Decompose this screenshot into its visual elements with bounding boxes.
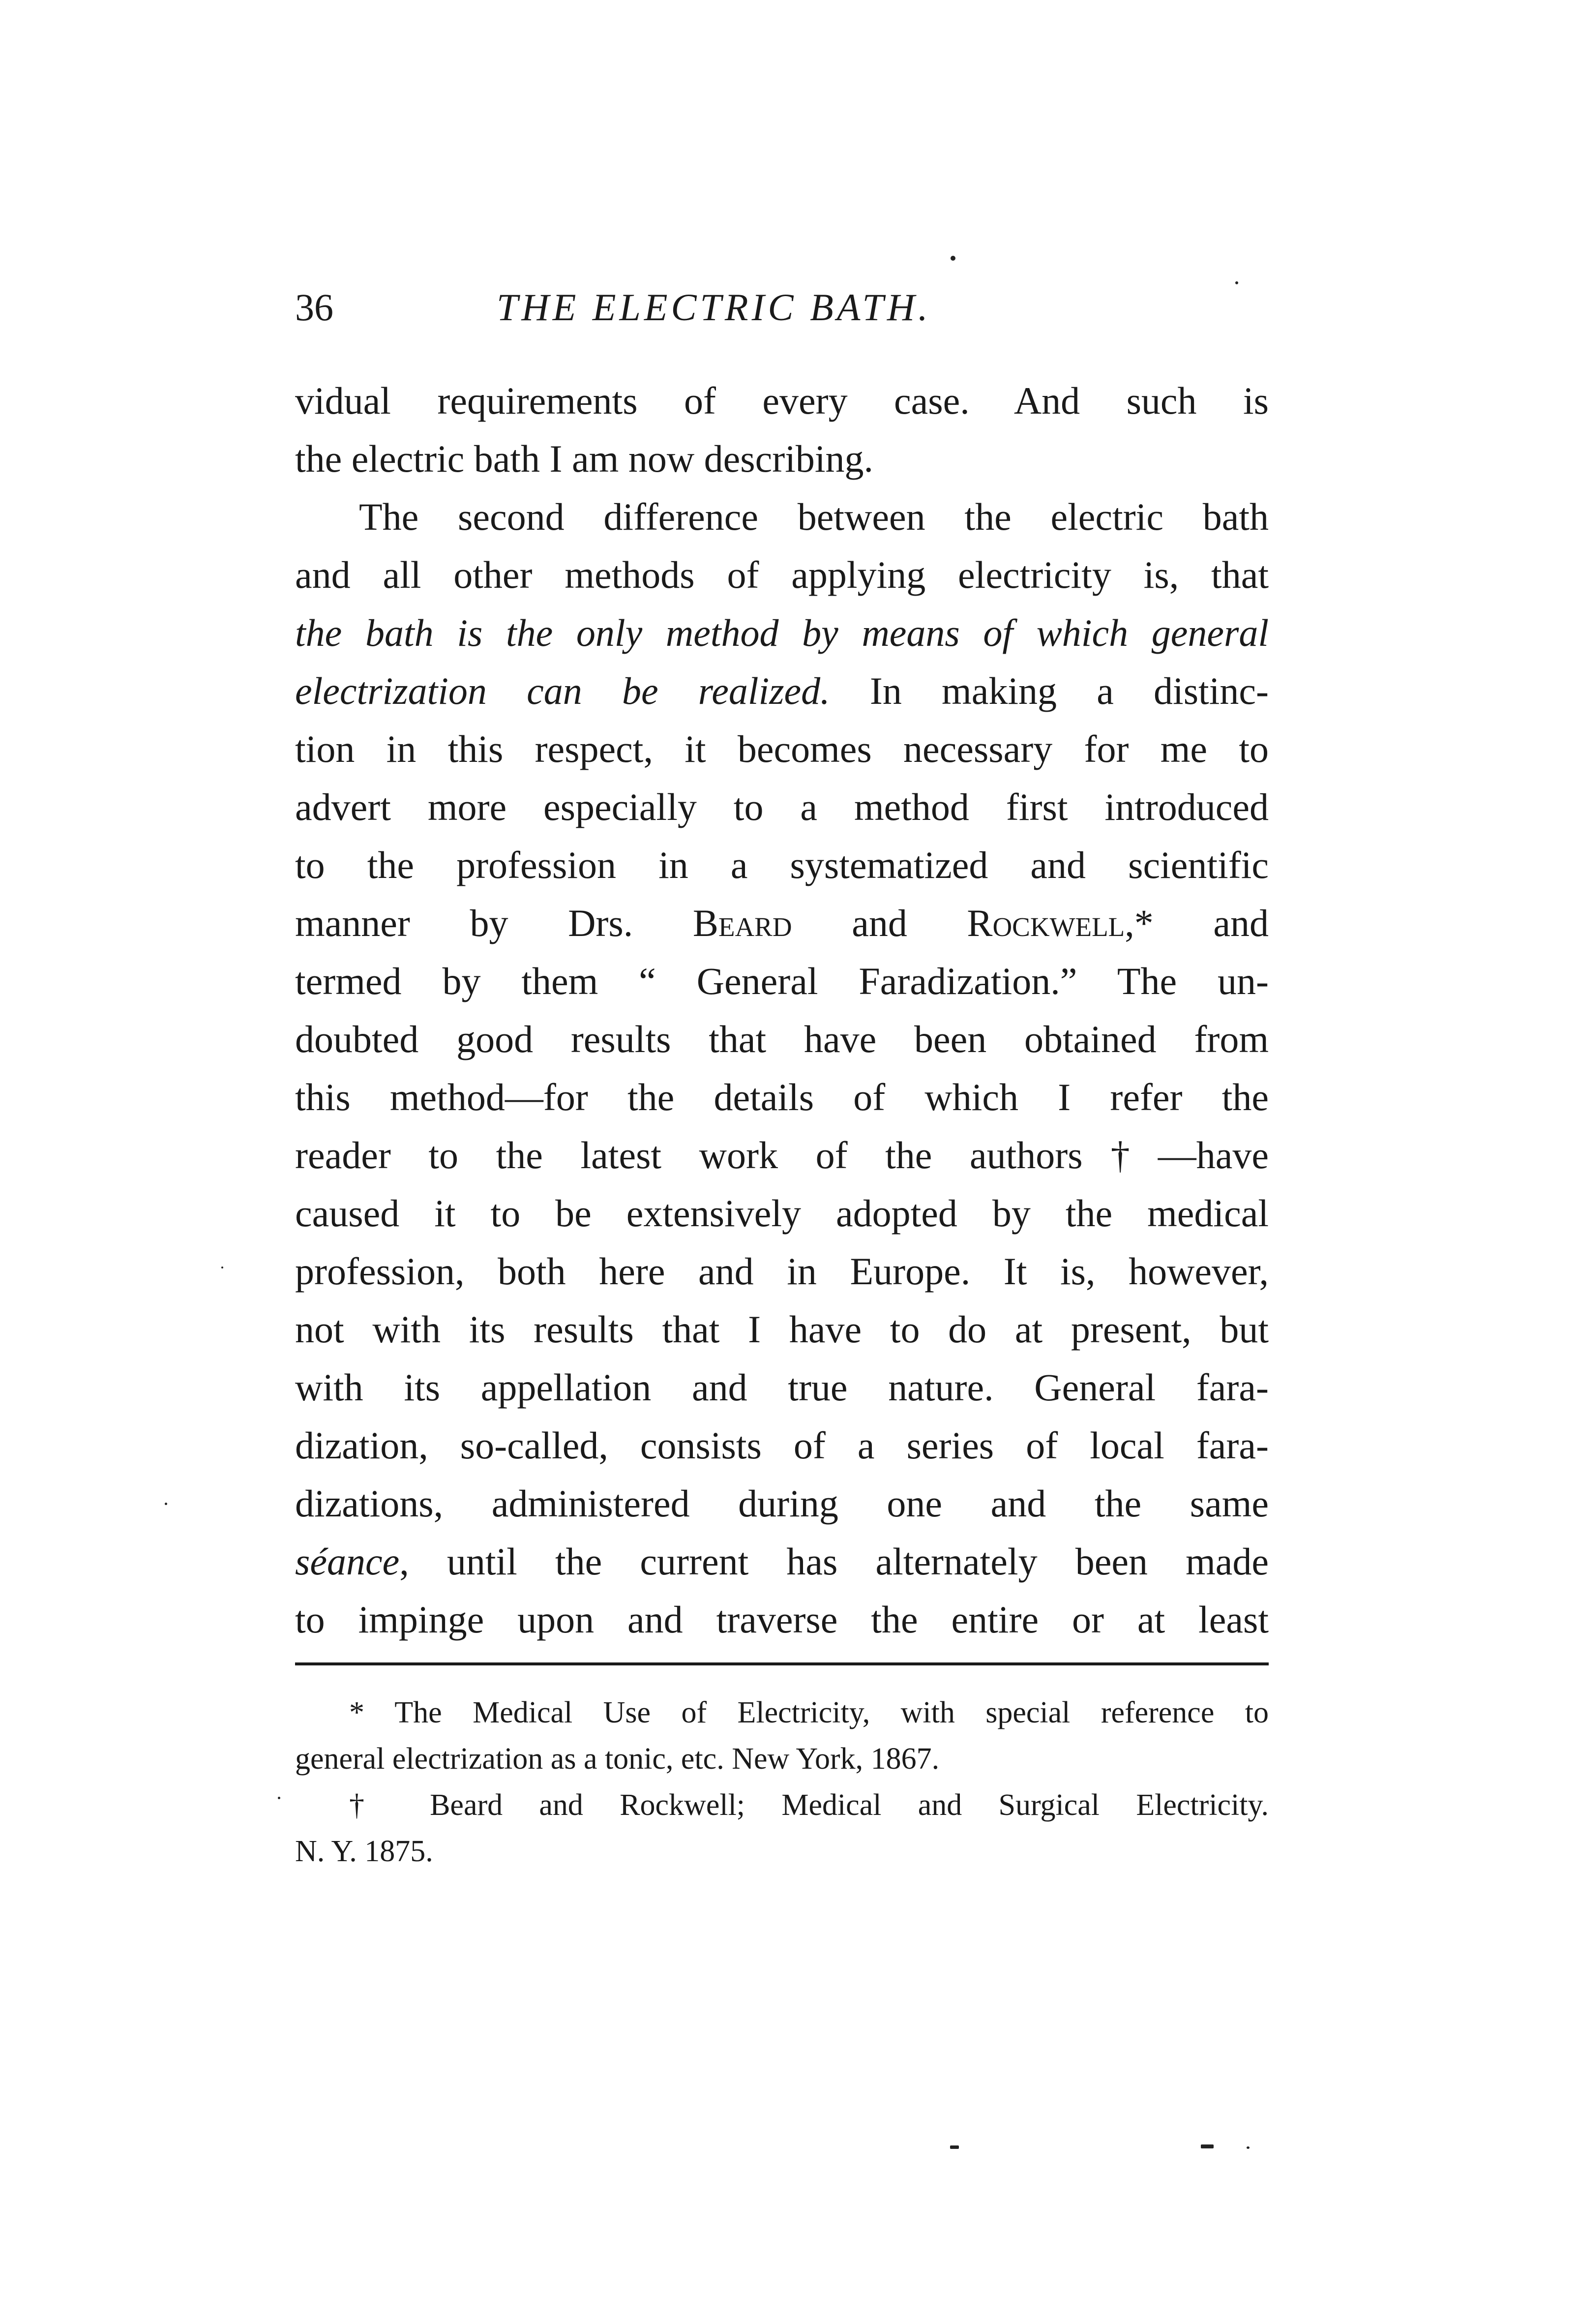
text-line xyxy=(295,1533,1269,1591)
scan-speck xyxy=(278,1797,280,1799)
text-run: manner by Drs. xyxy=(295,902,693,944)
footnotes xyxy=(295,1690,1269,1874)
text-line: the electric bath I am now describing. xyxy=(295,437,874,480)
text-line: to impinge upon and traverse the entire or at least xyxy=(295,1598,1269,1641)
scan-speck xyxy=(221,1267,223,1268)
footnote-line: * The Medical Use of Electricity, with special reference to xyxy=(349,1696,1269,1729)
footnote-line: † Beard and Rockwell; Medical and Surgical Electricity. xyxy=(349,1788,1269,1822)
text-line: tion in this respect, it becomes necessary for me to xyxy=(295,727,1269,770)
scan-speck xyxy=(165,1503,167,1505)
footnote-line: general electrization as a tonic, etc. New York, 1867. xyxy=(295,1742,940,1776)
text-line: advert more especially to a method first introduced xyxy=(295,785,1269,828)
text-line: caused it to be extensively adopted by the medical xyxy=(295,1192,1269,1235)
text-line: not with its results that I have to do at present, but xyxy=(295,1308,1269,1351)
text-line: vidual requirements of every case. And such is xyxy=(295,379,1269,422)
running-head xyxy=(295,283,1269,332)
text-line xyxy=(295,894,1269,952)
text-line: this method—for the details of which I refer the xyxy=(295,1076,1269,1118)
text-line-italic: the bath is the only method by means of which general xyxy=(295,611,1269,654)
text-line: profession, both here and in Europe. It is, however, xyxy=(295,1250,1269,1293)
text-line: reader to the latest work of the authors†—have xyxy=(295,1134,1269,1177)
scan-speck xyxy=(950,2145,959,2149)
italic-word: séance xyxy=(295,1540,400,1583)
text-line: dizations, administered during one and the same xyxy=(295,1482,1269,1525)
footnote-rule xyxy=(295,1662,1269,1665)
scan-speck xyxy=(1201,2144,1214,2148)
running-title: THE ELECTRIC BATH. xyxy=(497,286,931,329)
scan-speck xyxy=(1247,2146,1250,2149)
italic-phrase: electrization can be realized. xyxy=(295,669,830,712)
scan-speck xyxy=(951,256,955,261)
text-line: and all other methods of applying electricity is, that xyxy=(295,553,1269,596)
body-text xyxy=(295,372,1269,1649)
footnote-line: N. Y. 1875. xyxy=(295,1835,433,1868)
text-line: dization, so-called, consists of a series of local fara- xyxy=(295,1424,1269,1467)
author-name-beard: Beard xyxy=(692,902,792,944)
text-line: The second difference between the electric bath xyxy=(359,495,1269,538)
page-number: 36 xyxy=(295,286,333,329)
text-run: In making a distinc- xyxy=(830,669,1269,712)
text-run: and xyxy=(792,902,967,944)
text-line: to the profession in a systematized and scientific xyxy=(295,844,1269,886)
text-line: with its appellation and true nature. General fara- xyxy=(295,1366,1269,1409)
text-line: doubted good results that have been obtained from xyxy=(295,1018,1269,1060)
text-line: termed by them “ General Faradization.” The un- xyxy=(295,960,1269,1002)
author-name-rockwell: Rockwell xyxy=(967,902,1125,944)
text-run: ,* and xyxy=(1125,902,1269,944)
text-run: , until the current has alternately been made xyxy=(399,1540,1269,1583)
text-line xyxy=(295,662,1269,720)
scan-speck xyxy=(1235,281,1238,284)
